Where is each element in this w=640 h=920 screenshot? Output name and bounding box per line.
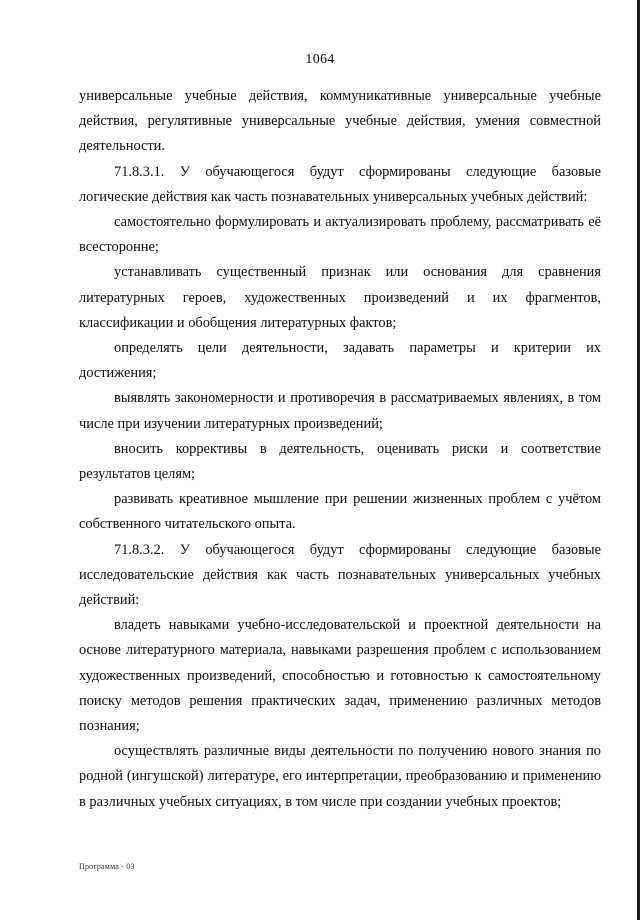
list-item-define-goals: определять цели деятельности, задавать параметры и критерии их достижения; [79,340,601,382]
list-item-creative-thinking: развивать креативное мышление при решении жизненных проблем с учётом собственного читательского опыта. [79,491,601,533]
paragraph-71-8-3-2: 71.8.3.2. У обучающегося будут сформированы следующие базовые исследовательские действия как часть познавательных универсальных учебных действий: [79,541,601,609]
list-item-establish-feature: устанавливать существенный признак или основания для сравнения литературных героев, художественных произведений и их фрагментов, классификации и обобщения литературных фактов; [79,264,601,331]
body-text [79,84,601,815]
list-item-new-knowledge: осуществлять различные виды деятельности по получению нового знания по родной (ингушской) литературе, его интерпретации, преобразованию и применению в различных учебных ситуациях, в том числе при создании учебных проектов; [79,743,601,810]
page-footer: Программа - 03 [79,862,135,871]
list-item-research-skills: владеть навыками учебно-исследовательской и проектной деятельности на основе литературного материала, навыками разрешения проблем с использованием художественных произведений, способностью и готовностью к самостоятельному поиску методов решения практических задач, применению различных методов познания; [79,617,601,735]
list-item-identify-patterns: выявлять закономерности и противоречия в рассматриваемых явлениях, в том числе при изучении литературных произведений; [79,390,601,432]
list-item-make-corrections: вносить коррективы в деятельность, оценивать риски и соответствие результатов целям; [79,440,601,483]
page-number: 1064 [305,52,335,67]
list-item-formulate-problem: самостоятельно формулировать и актуализировать проблему, рассматривать её всесторонне; [79,214,601,256]
paragraph-continuation: универсальные учебные действия, коммуникативные универсальные учебные действия, регулятивные универсальные учебные действия, умения совместной деятельности. [79,88,601,155]
paragraph-71-8-3-1: 71.8.3.1. У обучающегося будут сформированы следующие базовые логические действия как часть познавательных универсальных учебных действий: [79,163,601,205]
